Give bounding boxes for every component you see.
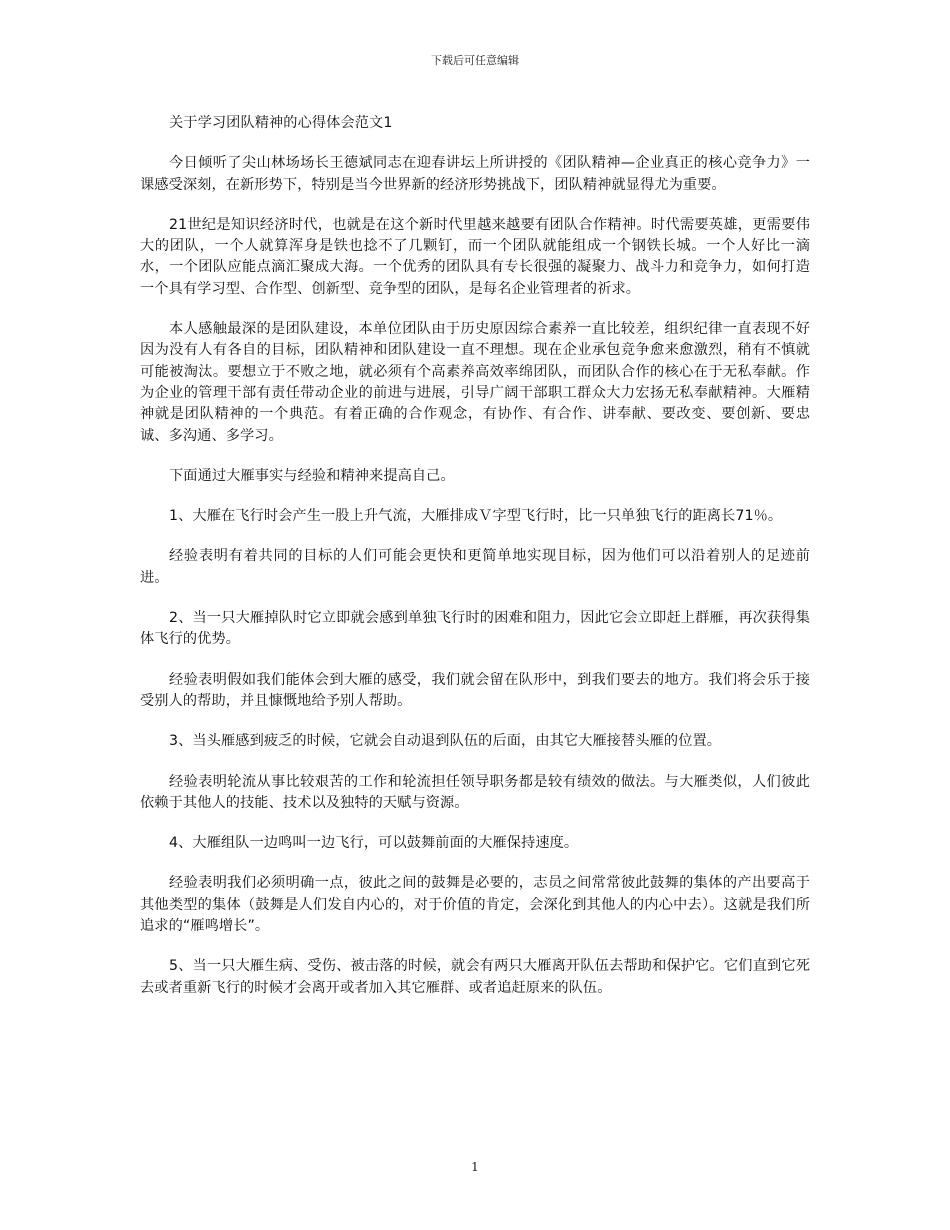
paragraph-lesson-1: 经验表明有着共同的目标的人们可能会更快和更简单地实现目标，因为他们可以沿着别人的足迹前进。 <box>140 548 810 586</box>
paragraph-fact-4: 4、大雁组队一边鸣叫一边飞行，可以鼓舞前面的大雁保持速度。 <box>169 835 579 852</box>
paragraph-fact-5: 5、当一只大雁生病、受伤、被击落的时候，就会有两只大雁离开队伍去帮助和保护它。它们直到它死去或者重新飞行的时候才会离开或者加入其它雁群、或者追赶原来的队伍。 <box>140 958 810 996</box>
paragraph-lesson-3: 经验表明轮流从事比较艰苦的工作和轮流担任领导职务都是较有绩效的做法。与大雁类似，人们彼此依赖于其他人的技能、技术以及独特的天赋与资源。 <box>140 773 810 811</box>
paragraph-intro: 今日倾听了尖山林场场长王德斌同志在迎春讲坛上所讲授的《团队精神—企业真正的核心竞争力》一课感受深刻，在新形势下，特别是当今世界新的经济形势挑战下，团队精神就显得尤为重要。 <box>140 155 810 193</box>
page-number: 1 <box>471 1160 479 1174</box>
page-header: 下载后可任意编辑 <box>431 54 519 67</box>
document-title: 关于学习团队精神的心得体会范文1 <box>169 115 393 131</box>
paragraph-lesson-4: 经验表明我们必须明确一点，彼此之间的鼓舞是必要的，志员之间常常彼此鼓舞的集体的产出要高于其他类型的集体（鼓舞是人们发自内心的，对于价值的肯定，会深化到其他人的内心中去）。这就是我们所追求的“雁鸣增长”。 <box>140 875 810 935</box>
paragraph-fact-2: 2、当一只大雁掉队时它立即就会感到单独飞行时的困难和阻力，因此它会立即赶上群雁，再次获得集体飞行的优势。 <box>140 610 810 648</box>
paragraph-fact-3: 3、当头雁感到疲乏的时候，它就会自动退到队伍的后面，由其它大雁接替头雁的位置。 <box>169 733 722 750</box>
paragraph-lesson-2: 经验表明假如我们能体会到大雁的感受，我们就会留在队形中，到我们要去的地方。我们将会乐于接受别人的帮助，并且慷慨地给予别人帮助。 <box>140 671 810 709</box>
document-body <box>140 113 810 1018</box>
paragraph-knowledge-economy: 21世纪是知识经济时代，也就是在这个新时代里越来越要有团队合作精神。时代需要英雄，更需要伟大的团队，一个人就算浑身是铁也捻不了几颗钉，而一个团队就能组成一个钢铁长城。一个人好比一滴水，一个团队应能点滴汇聚成大海。一个优秀的团队具有专长很强的凝聚力、战斗力和竞争力，如何打造一个具有学习型、合作型、创新型、竞争型的团队，是每名企业管理者的祈求。 <box>140 216 810 297</box>
paragraph-team-building: 本人感触最深的是团队建设，本单位团队由于历史原因综合素养一直比较差，组织纪律一直表现不好因为没有人有各自的目标，团队精神和团队建设一直不理想。现在企业承包竞争愈来愈激烈，稍有不慎就可能被淘汰。要想立于不败之地，就必须有个高素养高效率绵团队，而团队合作的核心在于无私奉献。作为企业的管理干部有责任带动企业的前进与进展，引导广阔干部职工群众大力宏扬无私奉献精神。大雁精神就是团队精神的一个典范。有着正确的合作观念，有协作、有合作、讲奉献、要改变、要创新、要忠诚、多沟通、多学习。 <box>140 321 810 444</box>
paragraph-fact-1: 1、大雁在飞行时会产生一股上升气流，大雁排成Ｖ字型飞行时，比一只单独飞行的距离长71％。 <box>169 508 783 525</box>
paragraph-geese-intro: 下面通过大雁事实与经验和精神来提高自己。 <box>169 467 455 484</box>
